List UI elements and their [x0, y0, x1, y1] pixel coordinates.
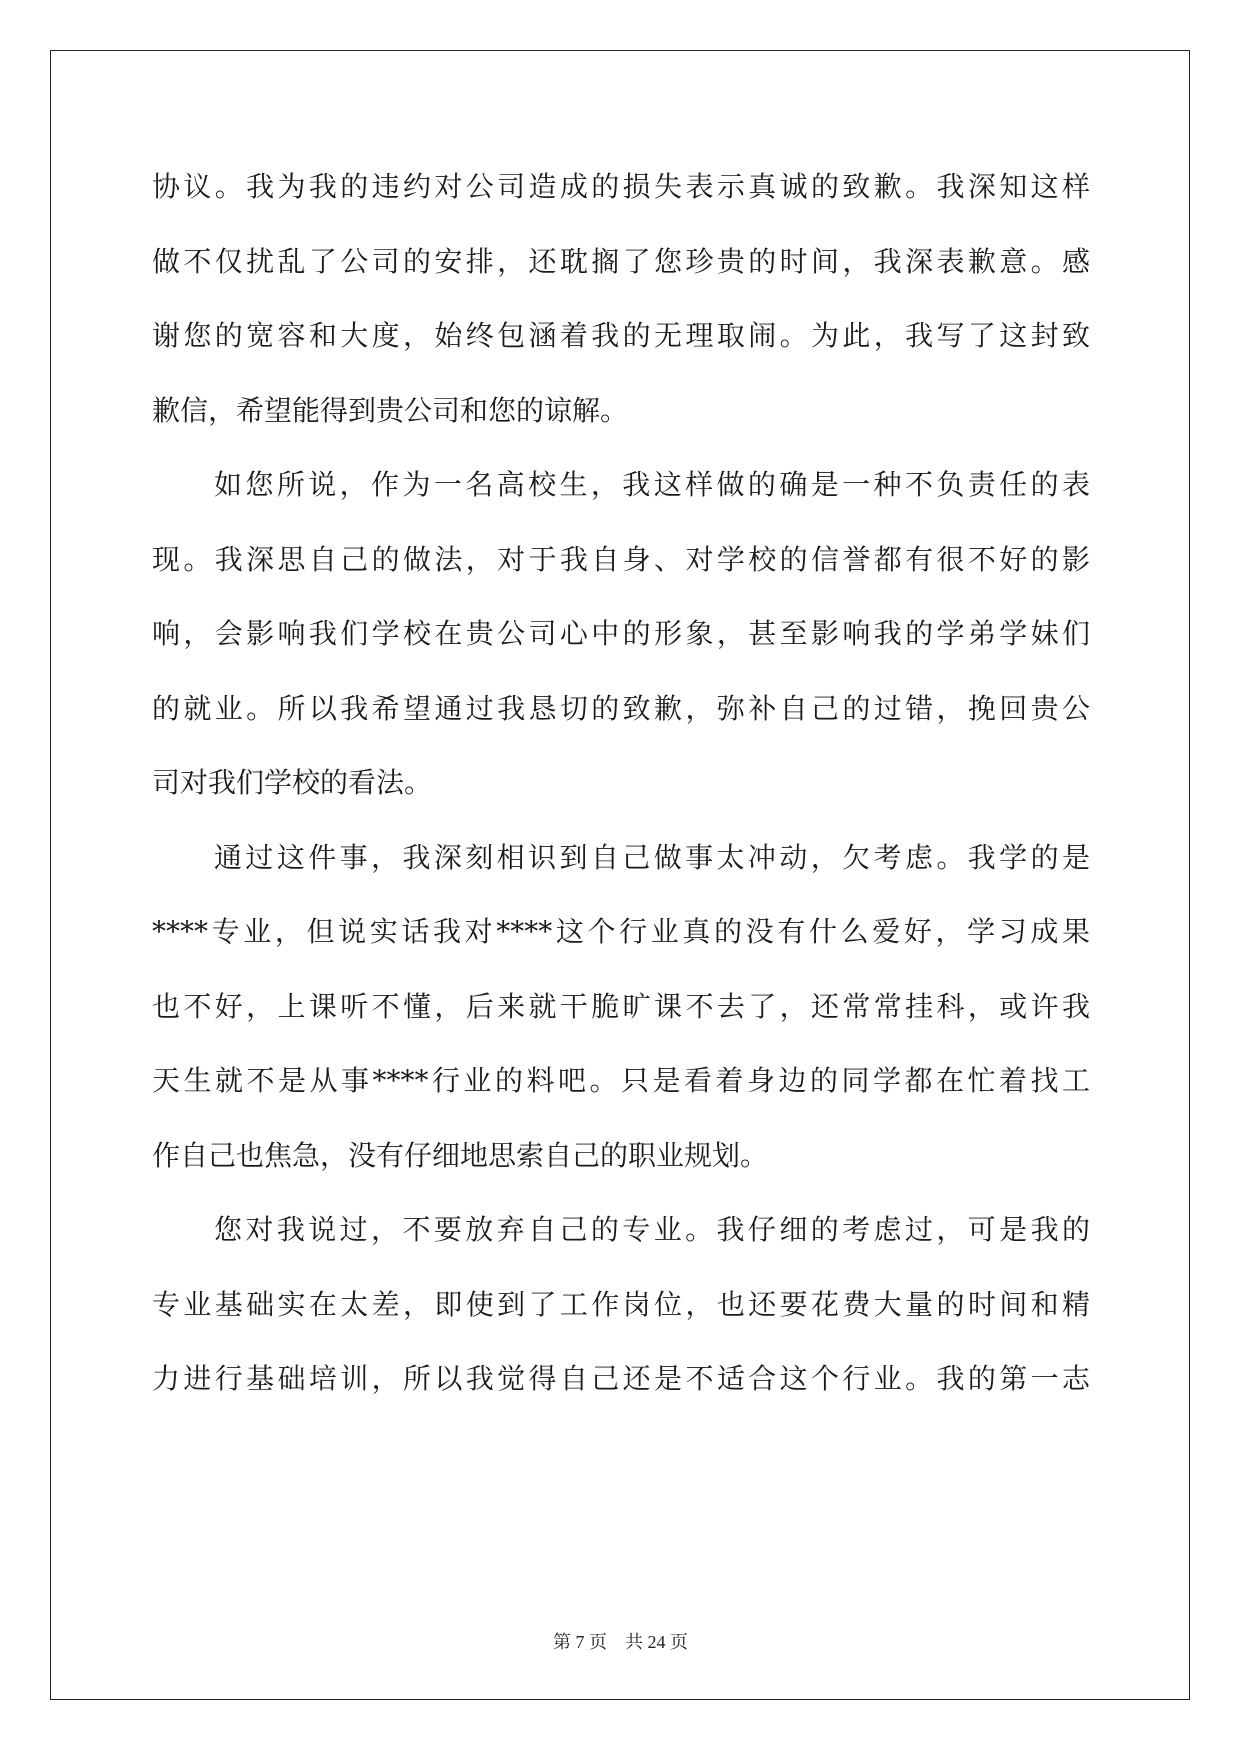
text-line: 您对我说过，不要放弃自己的专业。我仔细的考虑过，可是我的 — [214, 1213, 1090, 1246]
text-line: 谢您的宽容和大度，始终包涵着我的无理取闹。为此，我写了这封致 — [152, 319, 1090, 352]
text-line: 现。我深思自己的做法，对于我自身、对学校的信誉都有很不好的影 — [152, 542, 1090, 576]
text-line: 做不仅扰乱了公司的安排，还耽搁了您珍贵的时间，我深表歉意。感 — [152, 244, 1090, 278]
text-line: 力进行基础培训，所以我觉得自己还是不适合这个行业。我的第一志 — [152, 1362, 1090, 1395]
text-line: 如您所说，作为一名高校生，我这样做的确是一种不负责任的表 — [214, 468, 1090, 501]
text-line: 天生就不是从事****行业的料吧。只是看着身边的同学都在忙着找工 — [152, 1064, 1090, 1097]
text-line: 司对我们学校的看法。 — [152, 766, 433, 799]
text-line: 协议。我为我的违约对公司造成的损失表示真诚的致歉。我深知这样 — [152, 170, 1090, 203]
document-body — [152, 150, 1090, 1417]
text-line: 歉信，希望能得到贵公司和您的谅解。 — [152, 393, 629, 427]
text-line: 作自己也焦急，没有仔细地思索自己的职业规划。 — [152, 1138, 769, 1172]
text-line: 专业基础实在太差，即使到了工作岗位，也还要花费大量的时间和精 — [152, 1287, 1090, 1321]
page-number-footer: 第 7 页 共 24 页 — [553, 1632, 688, 1652]
text-line: 的就业。所以我希望通过我恳切的致歉，弥补自己的过错，挽回贵公 — [152, 691, 1090, 725]
text-line: 通过这件事，我深刻相识到自己做事太冲动，欠考虑。我学的是 — [214, 840, 1090, 874]
text-line: 响，会影响我们学校在贵公司心中的形象，甚至影响我的学弟学妹们 — [152, 617, 1090, 650]
text-line: 也不好，上课听不懂，后来就干脆旷课不去了，还常常挂科，或许我 — [152, 989, 1090, 1023]
text-line: ****专业，但说实话我对****这个行业真的没有什么爱好，学习成果 — [152, 915, 1090, 948]
